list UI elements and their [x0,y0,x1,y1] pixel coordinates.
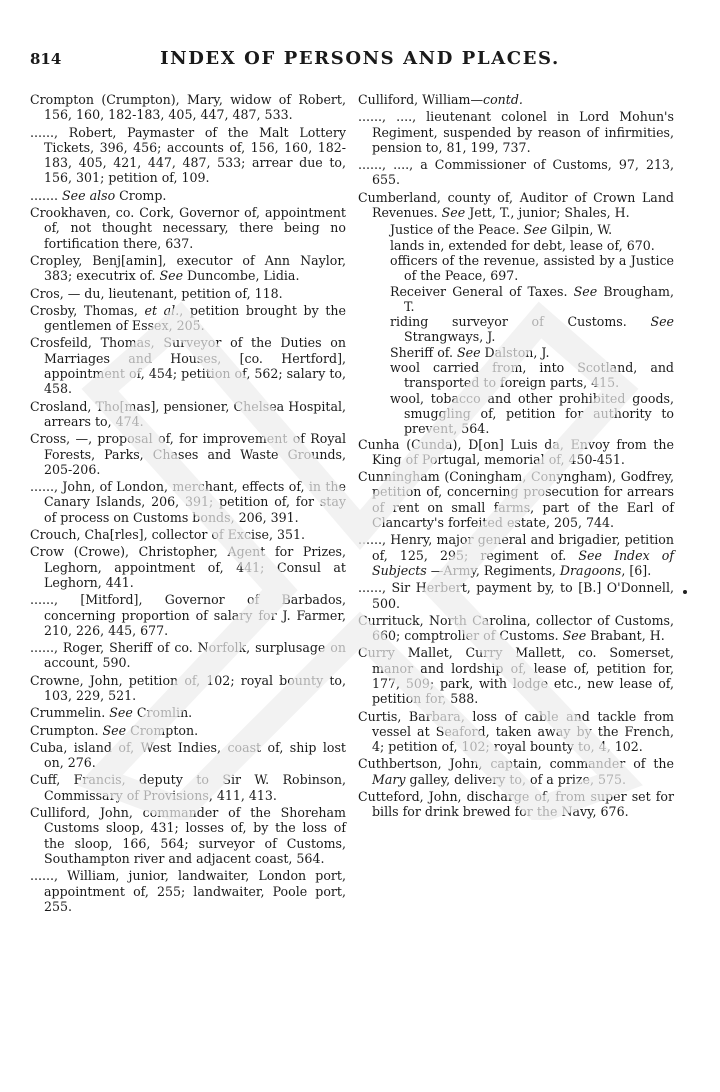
right-column [358,92,674,822]
italic-text: See [441,205,466,221]
entry-text: Crosfeild, Thomas, Surveyor of the Duties on Marriages and Houses, [co. Hertford], appointment of, 454; petition of, 562; salary to, 458. [30,335,346,397]
entry-text: Cromp. [115,187,167,203]
index-entry [358,532,674,578]
index-entry [30,479,346,525]
index-entry [358,190,674,221]
index-entry [358,756,674,787]
entry-text: Curtis, Barbara, loss of cable and tackle from vessel at Seaford, taken away by the French, 4; petition of, 102; royal bounty to, 4, 102. [358,708,674,755]
index-entry [358,92,674,107]
italic-text: See also [62,187,116,203]
index-subentry [358,360,674,391]
entry-text: Cros, — du, lieutenant, petition of, 118. [30,285,283,301]
index-entry [358,469,674,530]
italic-text: contd. [483,92,523,107]
index-entry [30,303,346,334]
entry-text: ......, ...., lieutenant colonel in Lord Mohun's Regiment, suspended by reason of infirmities, pension to, 81, 199, 737. [358,109,674,155]
entry-text: Brougham, T. [404,283,674,314]
index-entry [358,789,674,820]
italic-text: See [457,344,481,360]
entry-text: ......, [Mitford], Governor of Barbados, concerning proportion of salary for J. Farmer, 210, 226, 445, 677. [30,592,346,638]
entry-text: Justice of the Peace. [390,222,524,238]
index-entry [30,399,346,430]
entry-text: Crowne, John, petition of, 102; royal bounty to, 103, 229, 521. [30,672,346,703]
entry-text: lands in, extended for debt, lease of, 670. [390,237,655,253]
entry-text: Cunningham (Coningham, Conyngham), Godfrey, petition of, concerning prosecution for arrears of rent on small farms, part of the Earl of Clancarty's forfeited estate, 205, 744. [358,469,674,531]
italic-text: See [523,222,548,238]
page-number: 814 [30,50,62,68]
entry-text: wool carried from, into Scotland, and transported to foreign parts, 415. [390,360,674,391]
entry-text: , petition brought by the gentlemen of Essex, 205. [44,302,346,334]
index-entry [30,705,346,720]
italic-text: See [573,283,598,299]
entry-text: Brabant, H. [586,628,665,644]
index-subentry [358,391,674,437]
italic-text: See [102,722,127,738]
entry-text: Crosland, Tho[mas], pensioner, Chelsea Hospital, arrears to, 474. [30,398,346,429]
entry-text: officers of the revenue, assisted by a Justice of the Peace, 697. [390,252,674,284]
entry-text: Duncombe, Lidia. [183,268,300,284]
entry-text: Crummelin. [30,705,110,721]
entry-text: Crompton (Crumpton), Mary, widow of Robert, 156, 160, 182-183, 405, 447, 487, 533. [30,92,346,123]
index-entry [358,437,674,468]
entry-text: Crookhaven, co. Cork, Governor of, appointment of, not thought necessary, there being no fortification there, 637. [30,205,346,251]
entry-text: ......, Sir Herbert, payment by, to [B.] O'Donnell, 500. [358,580,674,611]
entry-text: Cropley, Benj[amin], executor of Ann Naylor, 383; executrix of. [30,252,346,284]
entry-text: ....... [30,187,63,203]
entry-text: Crouch, Cha[rles], collector of Excise, 351. [30,527,306,543]
entry-text: Currituck, North Carolina, collector of Customs, 660; comptroller of Customs. [358,612,674,644]
index-entry [30,592,346,638]
italic-text: See [159,268,184,284]
index-subentry [358,222,674,237]
entry-text: ......, John, of London, merchant, effects of, in the Canary Islands, 206, 391; petition of, for stay of process on Customs bonds, 206, 391. [30,479,346,525]
entry-text: galley, delivery to, of a prize, 575. [405,771,627,787]
index-entry [30,431,346,477]
index-entry [30,673,346,704]
index-subentry [358,345,674,360]
entry-text: Gilpin, W. [547,222,613,238]
index-entry [358,613,674,644]
index-entry [30,92,346,123]
entry-text: Crompton. [126,722,199,738]
entry-text: riding surveyor of Customs. [390,314,651,330]
index-entry [358,109,674,155]
index-entry [358,645,674,706]
entry-text: Dalston, J. [480,344,550,360]
entry-text: Cutteford, John, discharge of, from super set for bills for drink brewed for the Navy, 676. [358,789,674,820]
entry-text: Crow (Crowe), Christopher, Agent for Prizes, Leghorn, appointment of, 441; Consul at Leghorn, 441. [30,544,346,590]
italic-text: See Index of Subjects [372,547,674,578]
index-entry [358,157,674,188]
entry-text: , [6]. [621,562,652,578]
entry-text: Culliford, John, commander of the Shoreham Customs sloop, 431; losses of, by the loss of the sloop, 166, 564; surveyor of Customs, Southampton river and adjacent coast, 564. [30,805,346,866]
margin-dot [683,590,687,594]
entry-text: Culliford, William— [358,92,484,107]
index-entry [30,868,346,914]
entry-text: Receiver General of Taxes. [390,283,574,299]
entry-text: ......, William, junior, landwaiter, London port, appointment of, 255; landwaiter, Poole port, 255. [30,868,346,914]
entry-text: ......, Henry, major general and brigadier, petition of, 125, 295; regiment of. [358,532,674,563]
entry-text: ......, ...., a Commissioner of Customs, 97, 213, 655. [358,157,674,188]
entry-text: Cumberland, county of, Auditor of Crown Land Revenues. [358,189,674,221]
index-entry [358,709,674,755]
entry-text: Cross, —, proposal of, for improvement of Royal Forests, Parks, Chases and Waste Grounds, 205-206. [30,431,346,477]
entry-text: Cuba, island of, West Indies, coast of, ship lost on, 276. [30,739,346,771]
index-entry [30,740,346,771]
index-entry [30,544,346,590]
entry-text: Cuff, Francis, deputy to Sir W. Robinson, Commissary of Provisions, 411, 413. [30,772,346,803]
entry-text: ......, Robert, Paymaster of the Malt Lottery Tickets, 396, 456; accounts of, 156, 160, 182-183, 405, 421, 447, 487, 533; arrear due to, 156, 301; petition of, 109. [30,124,346,186]
index-entry [358,580,674,611]
entry-text: Cunha (Cunda), D[on] Luis da, Envoy from the King of Portugal, memorial of, 450-451. [358,436,674,467]
index-entry [30,772,346,803]
page-title: INDEX OF PERSONS AND PLACES. [160,48,560,69]
index-entry [30,125,346,186]
entry-text: Curry Mallet, Curry Mallett, co. Somerset, manor and lordship of, lease of, petition for, 177, 509; park, with lodge etc., new lease of, petition for, 588. [358,645,674,707]
entry-text: Cuthbertson, John, captain, commander of the [358,756,674,772]
index-entry [30,527,346,542]
index-entry [30,723,346,738]
entry-text: Jett, T., junior; Shales, H. [465,205,630,221]
index-entry [30,805,346,866]
entry-text: Cromlin. [132,705,193,721]
left-column [30,92,346,916]
entry-text: Sheriff of. [390,344,457,360]
italic-text: See [109,705,133,721]
index-entry [30,253,346,284]
index-subentry [358,314,674,345]
index-entry [30,335,346,396]
entry-text: Strangways, J. [404,329,496,345]
index-subentry [358,238,674,253]
italic-text: Dragoons [559,562,622,578]
index-entry [30,286,346,301]
italic-text: Mary [372,771,406,787]
italic-text: See [650,314,674,330]
index-entry [30,205,346,251]
italic-text: et al. [144,302,180,318]
page-header [30,48,690,78]
index-subentry [358,253,674,284]
italic-text: See [562,628,587,644]
index-entry [30,640,346,671]
entry-text: wool, tobacco and other prohibited goods, smuggling of, petition for authority to prevent, 564. [390,390,674,437]
entry-text: —Army, Regiments, [426,562,560,578]
index-entry [30,188,346,203]
entry-text: ......, Roger, Sheriff of co. Norfolk, surplusage on account, 590. [30,640,346,671]
index-subentry [358,284,674,315]
entry-text: Crumpton. [30,722,103,738]
entry-text: Crosby, Thomas, [30,302,145,318]
